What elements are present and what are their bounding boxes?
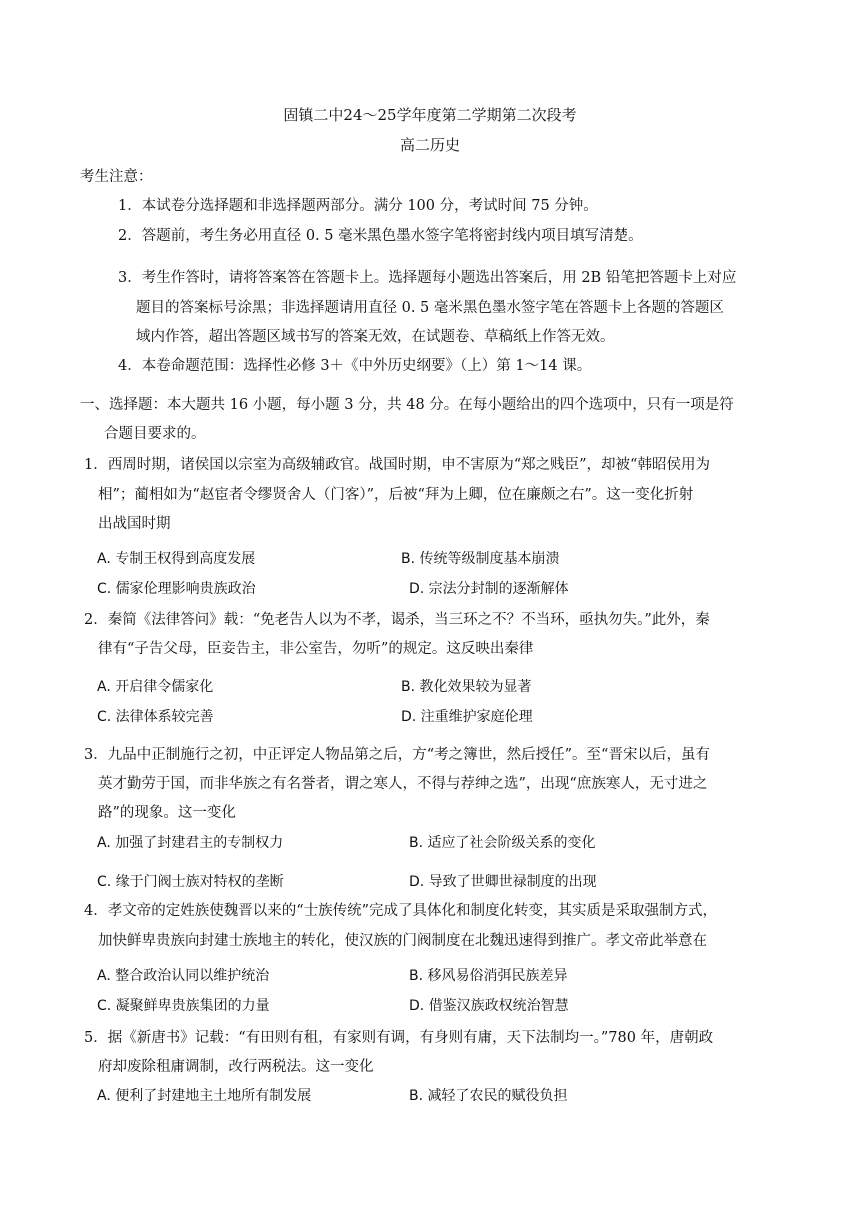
question-1-line-1: 1．西周时期，诸侯国以宗室为高级辅政官。战国时期，申不害原为“郑之贱臣”，却被“韩昭侯用为 — [84, 457, 710, 473]
question-3-option-c[interactable]: C. 缘于门阀士族对特权的垄断 — [97, 874, 284, 890]
question-4-option-b[interactable]: B. 移风易俗消弭民族差异 — [409, 968, 568, 984]
question-1-option-d[interactable]: D. 宗法分封制的逐渐解体 — [409, 581, 569, 597]
question-3-line-1: 3．九品中正制施行之初，中正评定人物品第之后，方“考之簿世，然后授任”。至“晋宋以后，虽有 — [84, 747, 710, 763]
section-1-heading-line-1: 一、选择题：本大题共 16 小题，每小题 3 分，共 48 分。在每小题给出的四个选项中，只有一项是符 — [80, 397, 734, 413]
section-1-heading-line-2: 合题目要求的。 — [104, 426, 206, 442]
notice-item-3-line-1: 3．考生作答时，请将答案答在答题卡上。选择题每小题选出答案后，用 2B 铅笔把答题卡上对应 — [118, 270, 737, 286]
question-5-option-b[interactable]: B. 减轻了农民的赋役负担 — [409, 1088, 568, 1104]
question-3-option-a[interactable]: A. 加强了封建君主的专制权力 — [97, 835, 284, 851]
question-4-line-2: 加快鲜卑贵族向封建士族地主的转化，使汉族的门阀制度在北魏迅速得到推广。孝文帝此举意在 — [98, 933, 707, 949]
notice-item-4: 4．本卷命题范围：选择性必修 3＋《中外历史纲要》（上）第 1～14 课。 — [118, 358, 592, 374]
exam-title: 固镇二中24～25学年度第二学期第二次段考 — [283, 106, 577, 124]
question-5-line-1: 5．据《新唐书》记载：“有田则有租，有家则有调，有身则有庸，天下法制均一。”780 年，唐朝政 — [84, 1030, 714, 1046]
notice-item-3-line-2: 题目的答案标号涂黑；非选择题请用直径 0. 5 毫米黑色墨水签字笔在答题卡上各题的答题区 — [136, 300, 724, 316]
question-1-option-c[interactable]: C. 儒家伦理影响贵族政治 — [97, 581, 256, 597]
question-3-line-3: 路”的现象。这一变化 — [98, 805, 236, 821]
question-2-option-b[interactable]: B. 教化效果较为显著 — [401, 679, 532, 695]
question-1-line-2: 相”；蔺相如为“赵宦者令缪贤舍人（门客）”，后被“拜为上卿，位在廉颇之右”。这一变化折射 — [98, 487, 694, 503]
question-3-option-d[interactable]: D. 导致了世卿世禄制度的出现 — [409, 874, 597, 890]
question-2-line-1: 2．秦简《法律答问》载：“免老告人以为不孝，谒杀，当三环之不？不当环，亟执勿失。”此外，秦 — [84, 612, 710, 628]
question-3-option-b[interactable]: B. 适应了社会阶级关系的变化 — [409, 835, 596, 851]
question-1-option-b[interactable]: B. 传统等级制度基本崩溃 — [401, 551, 560, 567]
question-2-line-2: 律有“子告父母，臣妾告主，非公室告，勿听”的规定。这反映出秦律 — [98, 641, 534, 657]
exam-subject: 高二历史 — [399, 136, 460, 154]
question-1-line-3: 出战国时期 — [98, 516, 171, 532]
question-3-line-2: 英才勤劳于国，而非华族之有名誉者，谓之寒人，不得与荐绅之选”，出现“庶族寒人，无寸进之 — [98, 776, 708, 792]
notice-item-2: 2．答题前，考生务必用直径 0. 5 毫米黑色墨水签字笔将密封线内项目填写清楚。 — [118, 228, 643, 244]
question-4-option-d[interactable]: D. 借鉴汉族政权统治智慧 — [409, 998, 569, 1014]
question-2-option-c[interactable]: C. 法律体系较完善 — [97, 709, 214, 725]
question-2-option-a[interactable]: A. 开启律令儒家化 — [97, 679, 214, 695]
notice-item-1: 1．本试卷分选择题和非选择题两部分。满分 100 分，考试时间 75 分钟。 — [118, 198, 598, 214]
question-5-option-a[interactable]: A. 便利了封建地主土地所有制发展 — [97, 1088, 312, 1104]
notice-heading: 考生注意： — [80, 169, 153, 185]
question-5-line-2: 府却废除租庸调制，改行两税法。这一变化 — [98, 1059, 374, 1075]
question-1-option-a[interactable]: A. 专制王权得到高度发展 — [97, 551, 256, 567]
question-4-line-1: 4．孝文帝的定姓族使魏晋以来的“士族传统”完成了具体化和制度化转变，其实质是采取强制方式， — [84, 903, 718, 919]
notice-item-3-line-3: 域内作答，超出答题区域书写的答案无效，在试题卷、草稿纸上作答无效。 — [136, 329, 615, 345]
question-2-option-d[interactable]: D. 注重维护家庭伦理 — [401, 709, 533, 725]
question-4-option-a[interactable]: A. 整合政治认同以维护统治 — [97, 968, 270, 984]
question-4-option-c[interactable]: C. 凝聚鲜卑贵族集团的力量 — [97, 998, 270, 1014]
